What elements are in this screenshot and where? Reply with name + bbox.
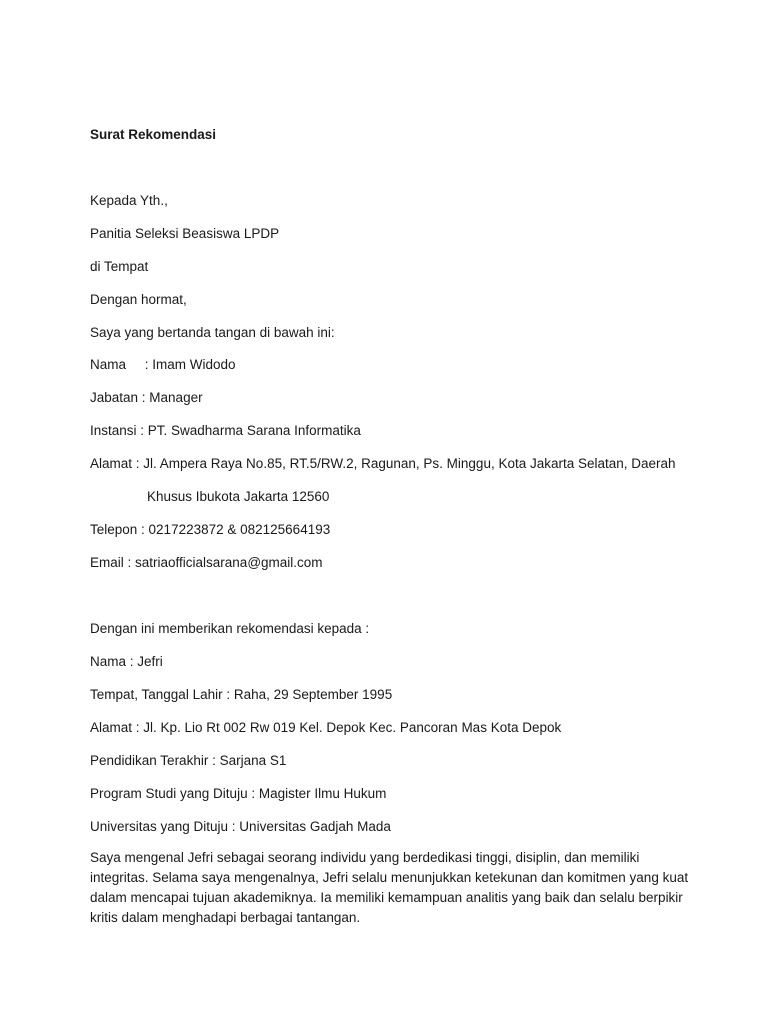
signer-institution: Instansi : PT. Swadharma Sarana Informatika (90, 423, 361, 438)
signer-phone: Telepon : 0217223872 & 082125664193 (90, 522, 331, 537)
letter-title: Surat Rekomendasi (90, 127, 217, 142)
recipient-line-2: Panitia Seleksi Beasiswa LPDP (90, 226, 280, 241)
signer-address-line-2: Khusus Ibukota Jakarta 12560 (147, 489, 330, 504)
recommend-intro: Dengan ini memberikan rekomendasi kepada : (90, 621, 370, 636)
candidate-program: Program Studi yang Dituju : Magister Ilmu Hukum (90, 786, 387, 801)
signer-position: Jabatan : Manager (90, 390, 203, 405)
signer-intro: Saya yang bertanda tangan di bawah ini: (90, 325, 335, 340)
recipient-line-3: di Tempat (90, 259, 149, 274)
recommendation-paragraph: Saya mengenal Jefri sebagai seorang individu yang berdedikasi tinggi, disiplin, dan memiliki integritas. Selama saya mengenalnya, Jefri selalu menunjukkan ketekunan dan komitmen yang kuat dalam mencapai tujuan akademiknya. Ia memiliki kemampuan analitis yang baik dan selalu berpikir kritis dalam menghadapi berbagai tantangan. (90, 850, 689, 925)
candidate-name: Nama : Jefri (90, 654, 163, 669)
signer-address-line-1: Alamat : Jl. Ampera Raya No.85, RT.5/RW.2, Ragunan, Ps. Minggu, Kota Jakarta Selatan, Daerah (90, 456, 676, 471)
signer-name: Nama : Imam Widodo (90, 357, 236, 372)
signer-email: Email : satriaofficialsarana@gmail.com (90, 555, 323, 570)
candidate-university: Universitas yang Dituju : Universitas Gadjah Mada (90, 819, 391, 834)
candidate-birth: Tempat, Tanggal Lahir : Raha, 29 September 1995 (90, 687, 393, 702)
candidate-address: Alamat : Jl. Kp. Lio Rt 002 Rw 019 Kel. Depok Kec. Pancoran Mas Kota Depok (90, 720, 562, 735)
greeting: Dengan hormat, (90, 292, 187, 307)
recipient-line-1: Kepada Yth., (90, 193, 168, 208)
candidate-education: Pendidikan Terakhir : Sarjana S1 (90, 753, 287, 768)
